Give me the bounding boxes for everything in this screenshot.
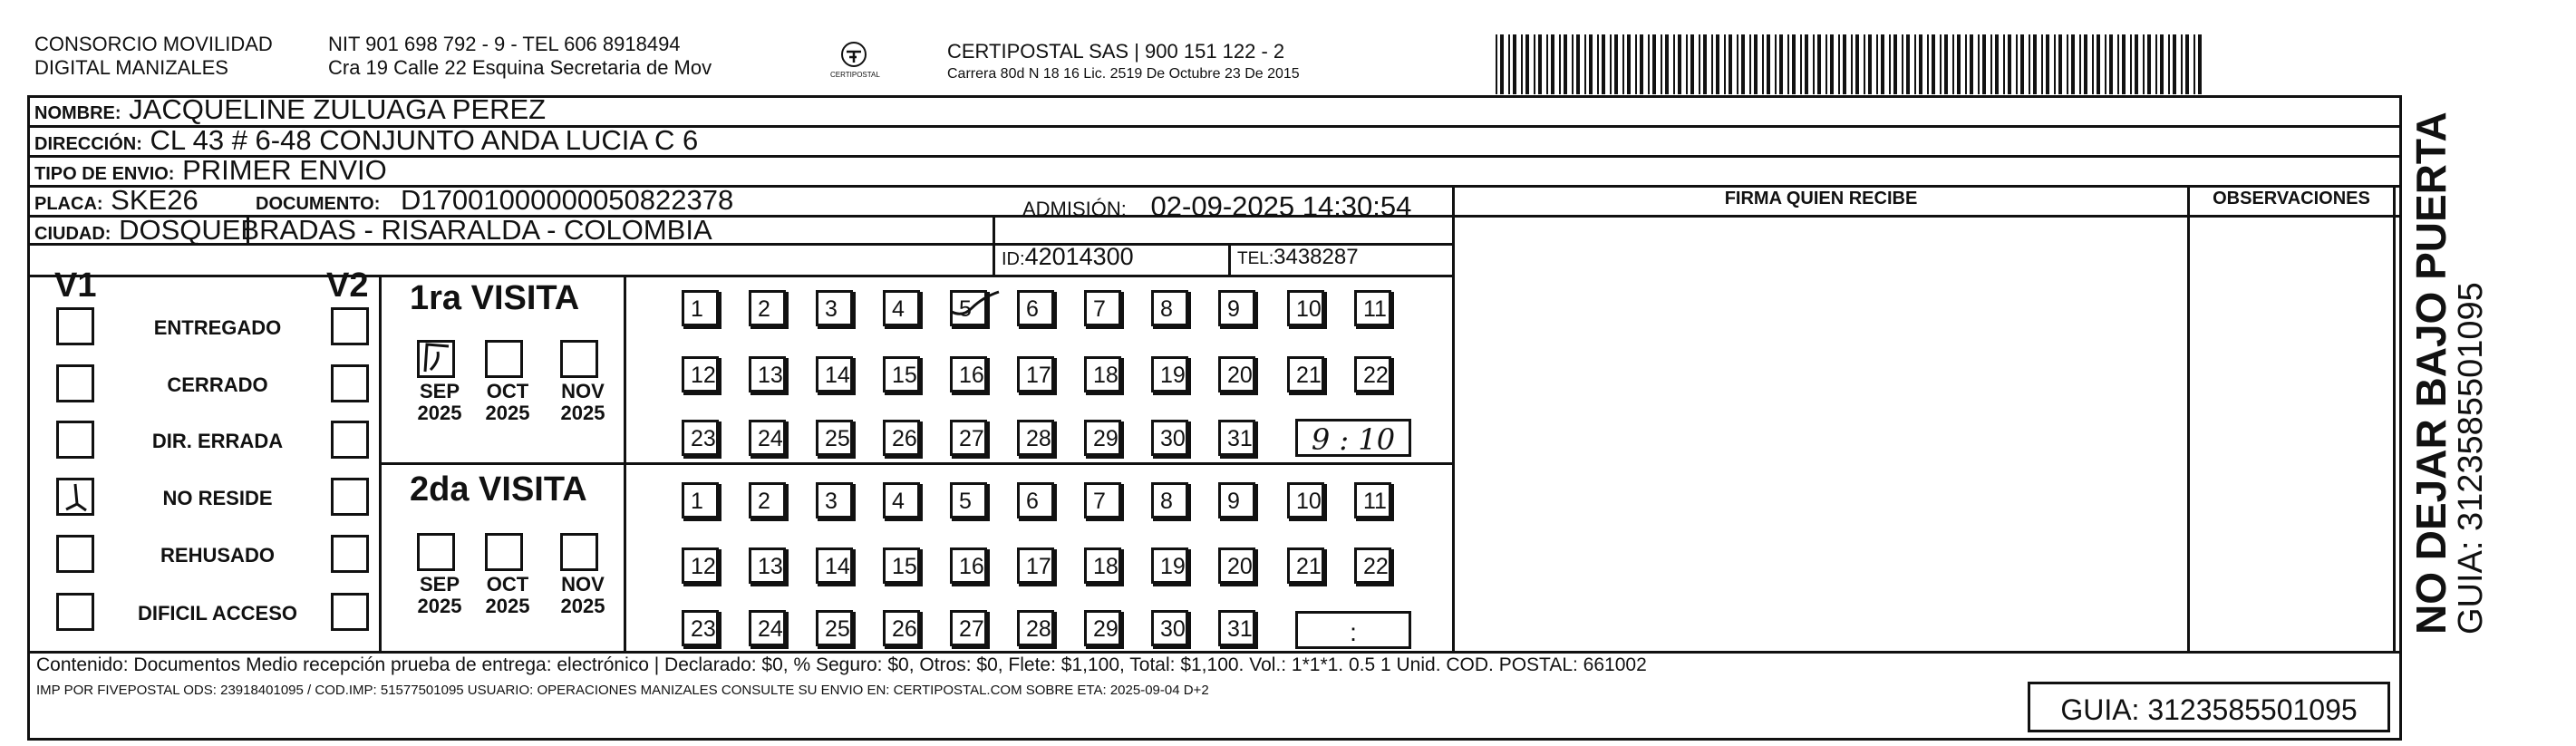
documento-cell: [256, 184, 733, 217]
tipo-envio-row: [34, 154, 387, 187]
direccion-row: [34, 124, 698, 157]
imp-line: IMP POR FIVEPOSTAL ODS: 23918401095 / COD.IMP: 51577501095 USUARIO: OPERACIONES MANIZALES CONSULTE SU ENVIO EN: CERTIPOSTAL.COM SOBRE ETA: 2025-09-04 D+2: [36, 683, 1209, 698]
second-visit-day-1[interactable]: 1: [682, 482, 719, 518]
consorcio-line1: CONSORCIO MOVILIDAD: [34, 33, 273, 55]
first-visit-day-30[interactable]: 30: [1151, 420, 1188, 456]
v2-checkbox-dir-errada[interactable]: [331, 421, 369, 459]
barcode: [1496, 34, 2221, 94]
first-visit-month-oct[interactable]: [485, 340, 523, 378]
v2-checkbox-rehusado[interactable]: [331, 535, 369, 573]
second-visit-month-nov[interactable]: [560, 533, 598, 571]
second-visit-day-26[interactable]: 26: [883, 610, 920, 646]
first-visit-day-23[interactable]: 23: [682, 420, 719, 456]
first-visit-day-20[interactable]: 20: [1218, 356, 1255, 392]
first-visit-day-4[interactable]: 4: [883, 290, 920, 326]
second-visit-day-31[interactable]: 31: [1218, 610, 1255, 646]
address-line: Cra 19 Calle 22 Esquina Secretaria de Mov: [328, 56, 712, 79]
second-visit-day-13[interactable]: 13: [749, 547, 786, 584]
second-visit-day-12[interactable]: 12: [682, 547, 719, 584]
second-visit-day-30[interactable]: 30: [1151, 610, 1188, 646]
second-visit-month-sep[interactable]: [417, 533, 455, 571]
second-visit-day-24[interactable]: 24: [749, 610, 786, 646]
second-visit-day-3[interactable]: 3: [816, 482, 853, 518]
first-visit-day-28[interactable]: 28: [1017, 420, 1054, 456]
status-label-dir-errada: DIR. ERRADA: [151, 430, 284, 452]
ciudad-label: CIUDAD:: [34, 224, 111, 244]
second-visit-day-10[interactable]: 10: [1287, 482, 1324, 518]
tel-label: TEL:: [1237, 249, 1274, 268]
logo-caption: CERTIPOSTAL: [830, 71, 880, 79]
first-visit-day-1[interactable]: 1: [682, 290, 719, 326]
first-visit-day-3[interactable]: 3: [816, 290, 853, 326]
second-visit-day-29[interactable]: 29: [1084, 610, 1121, 646]
first-visit-day-12[interactable]: 12: [682, 356, 719, 392]
id-label: ID:: [1002, 249, 1025, 269]
first-visit-day-25[interactable]: 25: [816, 420, 853, 456]
second-visit-day-22[interactable]: 22: [1354, 547, 1391, 584]
id-value: 42014300: [1024, 243, 1134, 270]
status-label-rehusado: REHUSADO: [160, 544, 275, 567]
second-visit-time-box[interactable]: [1295, 611, 1411, 649]
v1-checkbox-dificil-acceso[interactable]: [56, 593, 94, 631]
first-visit-month-label-sep: SEP 2025: [417, 380, 462, 424]
v1-header: V1: [54, 266, 97, 305]
second-visit-day-17[interactable]: 17: [1017, 547, 1054, 584]
status-label-dificil-acceso: DIFICIL ACCESO: [137, 602, 297, 625]
id-cell: [1002, 243, 1134, 271]
first-visit-day-19[interactable]: 19: [1151, 356, 1188, 392]
second-visit-day-8[interactable]: 8: [1151, 482, 1188, 518]
tipo-envio-value: PRIMER ENVIO: [182, 154, 387, 186]
second-visit-day-4[interactable]: 4: [883, 482, 920, 518]
second-visit-day-14[interactable]: 14: [816, 547, 853, 584]
first-visit-day-31[interactable]: 31: [1218, 420, 1255, 456]
guia-box-text: GUIA: 3123585501095: [2060, 693, 2358, 726]
second-visit-title: 2da VISITA: [410, 470, 587, 509]
first-visit-month-sep[interactable]: [417, 340, 455, 378]
second-visit-day-9[interactable]: 9: [1218, 482, 1255, 518]
second-visit-day-11[interactable]: 11: [1354, 482, 1391, 518]
first-visit-time: 9 : 10: [1311, 422, 1396, 457]
admision-cell: [1022, 190, 1411, 223]
second-visit-day-27[interactable]: 27: [950, 610, 987, 646]
second-visit-day-25[interactable]: 25: [816, 610, 853, 646]
second-visit-day-19[interactable]: 19: [1151, 547, 1188, 584]
placa-label: PLACA:: [34, 194, 103, 214]
first-visit-day-22[interactable]: 22: [1354, 356, 1391, 392]
second-visit-month-oct[interactable]: [485, 533, 523, 571]
nombre-row: [34, 93, 546, 126]
second-visit-day-23[interactable]: 23: [682, 610, 719, 646]
placa-value: SKE26: [111, 184, 199, 216]
second-visit-day-7[interactable]: 7: [1084, 482, 1121, 518]
second-visit-day-20[interactable]: 20: [1218, 547, 1255, 584]
tel-value: 3438287: [1273, 245, 1359, 269]
second-visit-day-2[interactable]: 2: [749, 482, 786, 518]
first-visit-day-9[interactable]: 9: [1218, 290, 1255, 326]
first-visit-day-26[interactable]: 26: [883, 420, 920, 456]
nombre-label: NOMBRE:: [34, 103, 121, 123]
first-visit-day-14[interactable]: 14: [816, 356, 853, 392]
first-visit-day-17[interactable]: 17: [1017, 356, 1054, 392]
second-visit-month-label-sep: SEP 2025: [417, 573, 462, 617]
second-visit-day-15[interactable]: 15: [883, 547, 920, 584]
v2-checkbox-entregado[interactable]: [331, 307, 369, 345]
second-visit-day-5[interactable]: 5: [950, 482, 987, 518]
consorcio-name: [34, 33, 273, 80]
placa-cell: [34, 184, 199, 217]
v1-checkbox-cerrado[interactable]: [56, 364, 94, 402]
contenido-text: Contenido: Documentos Medio recepción prueba de entrega: electrónico | Declarado: $0, % Seguro: $0, Otros: $0, Flete: $1,100, Total: $1,100. Vol.: 1*1*1. 0.5 1 Unid. COD. POSTAL: 661002: [36, 654, 1647, 675]
admision-value: 02-09-2025 14:30:54: [1150, 190, 1412, 222]
v1-checkbox-no-reside[interactable]: [56, 478, 94, 516]
second-visit-month-label-oct: OCT 2025: [485, 573, 530, 617]
second-visit-day-18[interactable]: 18: [1084, 547, 1121, 584]
documento-value: D17001000000050822378: [401, 184, 734, 216]
second-visit-month-label-nov: NOV 2025: [560, 573, 605, 617]
v2-header: V2: [326, 266, 369, 305]
status-label-cerrado: CERRADO: [167, 373, 268, 396]
v1-checkbox-rehusado[interactable]: [56, 535, 94, 573]
documento-label: DOCUMENTO:: [256, 194, 381, 214]
tipo-envio-label: TIPO DE ENVIO:: [34, 164, 175, 184]
v2-checkbox-cerrado[interactable]: [331, 364, 369, 402]
status-label-no-reside: NO RESIDE: [162, 487, 273, 509]
first-visit-month-nov[interactable]: [560, 340, 598, 378]
observaciones-area[interactable]: [2191, 218, 2392, 649]
observaciones-header: OBSERVACIONES: [2213, 189, 2370, 208]
ciudad-row: [34, 214, 712, 247]
first-visit-day-24[interactable]: 24: [749, 420, 786, 456]
first-visit-day-21[interactable]: 21: [1287, 356, 1324, 392]
status-label-entregado: ENTREGADO: [153, 316, 282, 339]
first-visit-day-16[interactable]: 16: [950, 356, 987, 392]
first-visit-day-27[interactable]: 27: [950, 420, 987, 456]
first-visit-day-5[interactable]: 5: [950, 290, 987, 326]
certipostal-info: [947, 40, 1300, 82]
certipostal-line1: CERTIPOSTAL SAS | 900 151 122 - 2: [947, 40, 1285, 63]
consorcio-line2: DIGITAL MANIZALES: [34, 56, 228, 79]
first-visit-day-13[interactable]: 13: [749, 356, 786, 392]
v2-checkbox-no-reside[interactable]: [331, 478, 369, 516]
first-visit-time-box[interactable]: [1295, 419, 1411, 457]
v2-checkbox-dificil-acceso[interactable]: [331, 593, 369, 631]
firma-area[interactable]: [1456, 218, 2185, 649]
firma-header: FIRMA QUIEN RECIBE: [1724, 189, 1918, 208]
first-visit-day-7[interactable]: 7: [1084, 290, 1121, 326]
admision-label: ADMISIÓN:: [1022, 198, 1127, 220]
certipostal-line2: Carrera 80d N 18 16 Lic. 2519 De Octubre 23 De 2015: [947, 66, 1300, 82]
v1-checkbox-dir-errada[interactable]: [56, 421, 94, 459]
second-visit-day-16[interactable]: 16: [950, 547, 987, 584]
first-visit-day-18[interactable]: 18: [1084, 356, 1121, 392]
first-visit-day-8[interactable]: 8: [1151, 290, 1188, 326]
first-visit-day-6[interactable]: 6: [1017, 290, 1054, 326]
no-dejar-bajo-puerta: NO DEJAR BAJO PUERTA: [2407, 111, 2455, 635]
nit-line: NIT 901 698 792 - 9 - TEL 606 8918494: [328, 33, 681, 55]
ciudad-value: DOSQUEBRADAS - RISARALDA - COLOMBIA: [119, 214, 712, 246]
first-visit-title: 1ra VISITA: [410, 279, 580, 317]
v1-checkbox-entregado[interactable]: [56, 307, 94, 345]
tel-cell: [1237, 245, 1359, 270]
first-visit-day-15[interactable]: 15: [883, 356, 920, 392]
first-visit-day-11[interactable]: 11: [1354, 290, 1391, 326]
side-guia: GUIA: 3123585501095: [2452, 282, 2490, 635]
direccion-value: CL 43 # 6-48 CONJUNTO ANDA LUCIA C 6: [150, 124, 699, 156]
guia-box: [2028, 682, 2390, 732]
first-visit-month-label-nov: NOV 2025: [560, 380, 605, 424]
consorcio-contact: [328, 33, 712, 80]
second-visit-day-28[interactable]: 28: [1017, 610, 1054, 646]
first-visit-day-10[interactable]: 10: [1287, 290, 1324, 326]
second-visit-day-21[interactable]: 21: [1287, 547, 1324, 584]
first-visit-day-29[interactable]: 29: [1084, 420, 1121, 456]
second-visit-time: :: [1350, 618, 1357, 646]
first-visit-month-label-oct: OCT 2025: [485, 380, 530, 424]
nombre-value: JACQUELINE ZULUAGA PEREZ: [129, 93, 547, 125]
direccion-label: DIRECCIÓN:: [34, 134, 142, 154]
first-visit-day-tick-mark: [946, 290, 1001, 326]
first-visit-day-2[interactable]: 2: [749, 290, 786, 326]
second-visit-day-6[interactable]: 6: [1017, 482, 1054, 518]
certipostal-logo: [830, 40, 880, 80]
